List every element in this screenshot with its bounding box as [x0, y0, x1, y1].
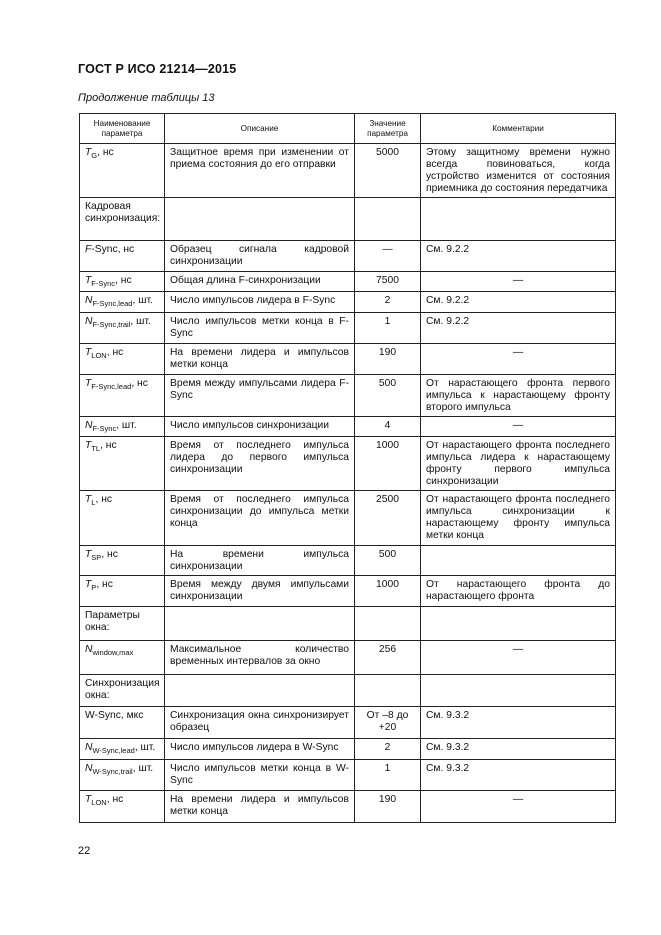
parameter-sub: window,max — [92, 648, 134, 657]
table-body — [80, 144, 616, 823]
parameter-unit: , шт. — [130, 316, 151, 327]
description-cell: На времени импульса синхронизации — [165, 546, 355, 576]
table-row — [80, 675, 616, 707]
description-cell: Число импульсов лидера в F-Sync — [165, 292, 355, 313]
parameter-unit: , нс — [101, 549, 118, 560]
description-cell: На времени лидера и импульсов метки конца — [165, 344, 355, 375]
value-cell: 2500 — [355, 491, 421, 546]
parameter-name-cell — [80, 641, 165, 675]
parameter-name-cell — [80, 375, 165, 417]
parameter-name-cell — [80, 241, 165, 272]
description-cell: Время между двумя импульсами синхронизации — [165, 576, 355, 607]
parameter-sub: F-Sync — [92, 424, 117, 433]
parameter-sym: N — [85, 420, 93, 431]
table-row — [80, 760, 616, 791]
parameter-name-cell — [80, 417, 165, 437]
parameter-sym: N — [85, 295, 93, 306]
parameter-sub: LON — [91, 351, 107, 360]
value-cell: 7500 — [355, 272, 421, 292]
parameter-name-cell — [80, 675, 165, 707]
comment-cell: См. 9.2.2 — [421, 313, 616, 344]
description-cell — [165, 607, 355, 641]
parameter-sub: L — [91, 498, 96, 507]
table-row — [80, 437, 616, 491]
table-row — [80, 198, 616, 241]
comment-cell: См. 9.3.2 — [421, 707, 616, 739]
parameter-sub: TL — [91, 444, 101, 453]
comment-cell: От нарастающего фронта первого импульса к нарастающему фронту второго импульса — [421, 375, 616, 417]
table-header-row — [80, 114, 616, 144]
value-cell: 190 — [355, 791, 421, 823]
description-cell: Время от последнего импульса синхронизации до импульса метки конца — [165, 491, 355, 546]
parameter-name-cell — [80, 576, 165, 607]
comment-cell: От нарастающего фронта последнего импульса лидера к нарастающему фронту первого импульса синхронизации — [421, 437, 616, 491]
description-cell — [165, 198, 355, 241]
parameter-name-cell — [80, 313, 165, 344]
parameter-unit: , нс — [95, 494, 113, 505]
parameter-sym: T — [85, 494, 92, 505]
parameter-name-cell — [80, 707, 165, 739]
parameter-unit: , нс — [106, 347, 124, 358]
parameter-sym: N — [85, 763, 93, 774]
parameter-sub: W-Sync,lead — [92, 746, 135, 755]
description-cell: Число импульсов метки конца в F-Sync — [165, 313, 355, 344]
value-cell: 4 — [355, 417, 421, 437]
parameter-sub: SP — [91, 553, 102, 562]
header-comments: Комментарии — [421, 114, 616, 144]
comment-cell: От нарастающего фронта последнего импульса синхронизации к нарастающему фронту импульса метки конца — [421, 491, 616, 546]
parameter-sym: F — [85, 244, 92, 255]
parameter-unit: Кадровая синхронизация: — [85, 201, 161, 224]
table-row — [80, 607, 616, 641]
parameter-name-cell — [80, 437, 165, 491]
value-cell: 5000 — [355, 144, 421, 198]
value-cell: 1 — [355, 760, 421, 791]
value-cell: 500 — [355, 546, 421, 576]
parameter-sym: T — [85, 440, 92, 451]
value-cell — [355, 607, 421, 641]
comment-cell: — — [421, 791, 616, 823]
comment-cell: — — [421, 641, 616, 675]
table-row — [80, 417, 616, 437]
value-cell — [355, 675, 421, 707]
parameter-sym: T — [85, 579, 92, 590]
parameter-sub: W-Sync,trail — [92, 767, 133, 776]
parameter-sub: F-Sync,lead — [91, 382, 132, 391]
comment-cell: См. 9.3.2 — [421, 760, 616, 791]
parameter-name-cell — [80, 344, 165, 375]
parameter-name-cell — [80, 198, 165, 241]
parameter-unit: , нс — [115, 275, 132, 286]
header-value: Значение параметра — [355, 114, 421, 144]
description-cell: Максимальное количество временных интервалов за окно — [165, 641, 355, 675]
parameter-sym: T — [85, 378, 92, 389]
description-cell: На времени лидера и импульсов метки конца — [165, 791, 355, 823]
description-cell: Защитное время при изменении от приема состояния до его отправки — [165, 144, 355, 198]
table-continuation-caption: Продолжение таблицы 13 — [78, 92, 215, 104]
comment-cell: Этому защитному времени нужно всегда повиноваться, когда устройство изменится от состояния приемника до состояния передатчика — [421, 144, 616, 198]
parameter-name-cell — [80, 546, 165, 576]
description-cell — [165, 675, 355, 707]
parameter-sub: LON — [91, 798, 107, 807]
value-cell: — — [355, 241, 421, 272]
description-cell: Число импульсов лидера в W-Sync — [165, 739, 355, 760]
parameter-sym: T — [85, 794, 92, 805]
comment-cell: От нарастающего фронта до нарастающего фронта — [421, 576, 616, 607]
table-row — [80, 576, 616, 607]
parameter-sym: T — [85, 549, 92, 560]
table-row — [80, 491, 616, 546]
parameter-name-cell — [80, 272, 165, 292]
parameter-sub: G — [91, 151, 98, 160]
parameter-unit: , нс — [97, 147, 114, 158]
description-cell: Образец сигнала кадровой синхронизации — [165, 241, 355, 272]
table-row — [80, 272, 616, 292]
table-row — [80, 739, 616, 760]
table-row — [80, 707, 616, 739]
parameter-unit: , нс — [106, 794, 124, 805]
comment-cell: — — [421, 344, 616, 375]
parameter-sub: F-Sync — [91, 279, 116, 288]
parameter-unit: Параметры окна: — [85, 610, 140, 633]
parameter-unit: , шт. — [116, 420, 137, 431]
comment-cell — [421, 198, 616, 241]
value-cell: 2 — [355, 739, 421, 760]
parameter-sym: N — [85, 316, 93, 327]
parameter-name-cell — [80, 607, 165, 641]
parameter-unit: W-Sync, мкс — [85, 710, 144, 721]
parameter-sym: T — [85, 347, 92, 358]
parameter-name-cell — [80, 739, 165, 760]
table-row — [80, 375, 616, 417]
parameter-sub: F-Sync,trail — [92, 320, 131, 329]
parameter-unit: Синхронизация окна: — [85, 678, 160, 701]
value-cell: 1000 — [355, 437, 421, 491]
parameters-table — [79, 113, 616, 823]
value-cell: 256 — [355, 641, 421, 675]
comment-cell — [421, 607, 616, 641]
description-cell: Число импульсов метки конца в W-Sync — [165, 760, 355, 791]
table-row — [80, 241, 616, 272]
header-description: Описание — [165, 114, 355, 144]
parameter-sym: T — [85, 275, 92, 286]
parameter-sub: P — [91, 583, 97, 592]
table-row — [80, 292, 616, 313]
table-row — [80, 791, 616, 823]
comment-cell: — — [421, 417, 616, 437]
description-cell: Время от последнего импульса лидера до первого импульса синхронизации — [165, 437, 355, 491]
parameter-unit: , шт. — [132, 763, 154, 774]
parameter-sym: T — [85, 147, 92, 158]
comment-cell: См. 9.3.2 — [421, 739, 616, 760]
comment-cell: — — [421, 272, 616, 292]
description-cell: Общая длина F-синхронизации — [165, 272, 355, 292]
value-cell: 500 — [355, 375, 421, 417]
table-row — [80, 344, 616, 375]
description-cell: Число импульсов синхронизации — [165, 417, 355, 437]
parameter-sub: F-Sync,lead — [92, 299, 133, 308]
value-cell: 1000 — [355, 576, 421, 607]
parameter-name-cell — [80, 760, 165, 791]
value-cell: 190 — [355, 344, 421, 375]
value-cell: От –8 до +20 — [355, 707, 421, 739]
comment-cell — [421, 546, 616, 576]
parameter-unit: , нс — [131, 378, 148, 389]
parameter-name-cell — [80, 144, 165, 198]
table-row — [80, 641, 616, 675]
parameter-unit: , шт. — [132, 295, 153, 306]
value-cell — [355, 198, 421, 241]
document-code: ГОСТ Р ИСО 21214—2015 — [78, 62, 237, 76]
parameter-unit: , нс — [96, 579, 113, 590]
parameter-name-cell — [80, 292, 165, 313]
header-parameter-name: Наименование параметра — [80, 114, 165, 144]
value-cell: 1 — [355, 313, 421, 344]
description-cell: Синхронизация окна синхронизирует образец — [165, 707, 355, 739]
table-row — [80, 313, 616, 344]
parameter-unit: , нс — [100, 440, 117, 451]
table-row — [80, 546, 616, 576]
parameter-unit: , шт. — [134, 742, 156, 753]
description-cell: Время между импульсами лидера F-Sync — [165, 375, 355, 417]
parameter-unit: -Sync, нс — [91, 244, 135, 255]
table-row — [80, 144, 616, 198]
parameter-sym: N — [85, 742, 93, 753]
comment-cell: См. 9.2.2 — [421, 292, 616, 313]
comment-cell — [421, 675, 616, 707]
parameter-name-cell — [80, 491, 165, 546]
value-cell: 2 — [355, 292, 421, 313]
comment-cell: См. 9.2.2 — [421, 241, 616, 272]
parameter-sym: N — [85, 644, 93, 655]
parameter-name-cell — [80, 791, 165, 823]
page-number: 22 — [78, 845, 91, 857]
